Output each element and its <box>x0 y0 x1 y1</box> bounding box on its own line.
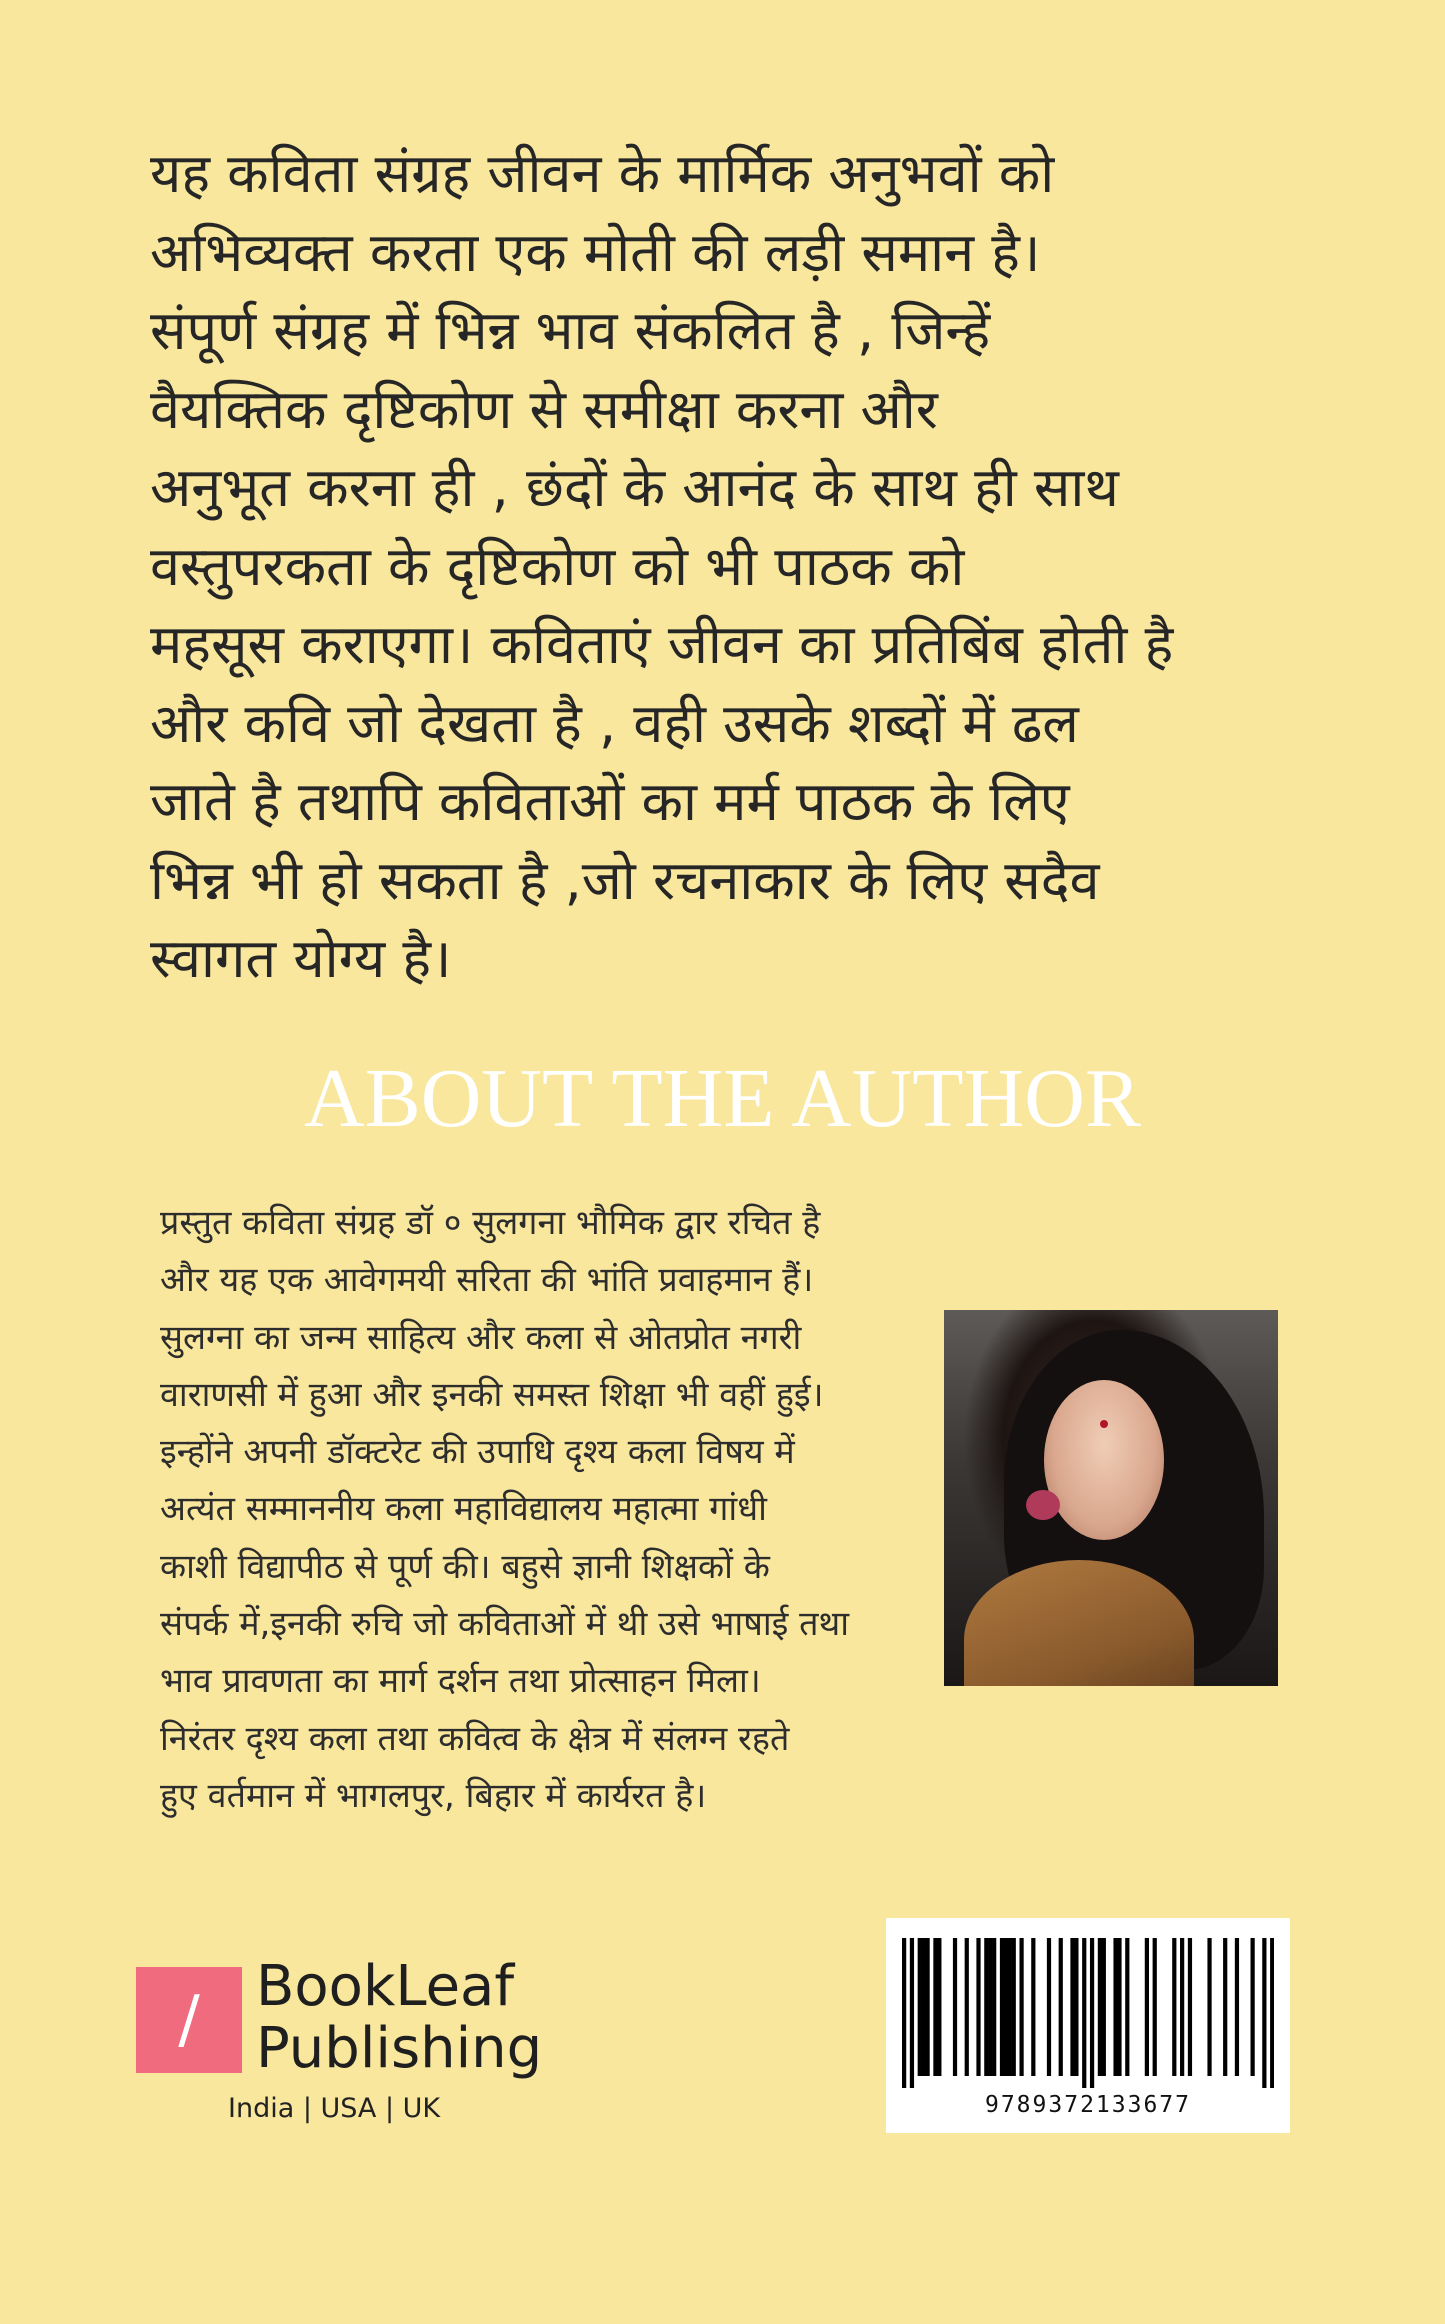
blurb-line: संपूर्ण संग्रह में भिन्न भाव संकलित है , जिन्हें <box>150 299 991 362</box>
bio-line: संपर्क में,इनकी रुचि जो कविताओं में थी उसे भाषाई तथा <box>160 1604 850 1645</box>
barcode-bar <box>1098 1938 1102 2076</box>
blurb-line: यह कविता संग्रह जीवन के मार्मिक अनुभवों को <box>150 142 1055 205</box>
blurb-line: वैयक्तिक दृष्टिकोण से समीक्षा करना और <box>150 377 938 441</box>
about-the-author-heading: ABOUT THE AUTHOR <box>304 1052 1141 1145</box>
publisher-name-line2: Publishing <box>256 2016 543 2081</box>
barcode-bar <box>1153 1938 1157 2076</box>
blurb-line: अनुभूत करना ही , छंदों के आनंद के साथ ही साथ <box>150 456 1119 519</box>
barcode-bar <box>925 1938 929 2076</box>
bio-line: अत्यंत सम्माननीय कला महाविद्यालय महात्मा गांधी <box>160 1489 767 1530</box>
barcode-bar <box>902 1938 906 2088</box>
barcode-bar <box>1090 1938 1094 2088</box>
barcode-bar <box>918 1938 922 2076</box>
blurb-line: स्वागत योग्य है। <box>150 927 452 990</box>
bio-line: भाव प्रावणता का मार्ग दर्शन तथा प्रोत्साहन मिला। <box>160 1661 761 1702</box>
bio-line: निरंतर दृश्य कला तथा कवित्व के क्षेत्र में संलग्न रहते <box>160 1718 790 1759</box>
barcode-bar <box>1031 1938 1035 2076</box>
barcode-bar <box>1082 1938 1086 2088</box>
author-photo <box>944 1310 1278 1686</box>
photo-face <box>1044 1380 1164 1540</box>
bio-line: काशी विद्यापीठ से पूर्ण की। बहुसे ज्ञानी शिक्षकों के <box>160 1546 770 1587</box>
blurb-line: महसूस कराएगा। कविताएं जीवन का प्रतिबिंब होती है <box>150 613 1174 676</box>
barcode-bar <box>1251 1938 1255 2076</box>
barcode-bar <box>976 1938 980 2076</box>
bio-line: सुलग्ना का जन्म साहित्य और कला से ओतप्रोत नगरी <box>160 1317 802 1358</box>
barcode-bars <box>902 1938 1274 2088</box>
barcode-bar <box>933 1938 937 2076</box>
barcode-bar <box>1207 1938 1211 2076</box>
barcode-bar <box>1145 1938 1149 2076</box>
blurb-line: भिन्न भी हो सकता है ,जो रचनाकार के लिए सदैव <box>150 848 1100 912</box>
barcode-bar <box>1019 1938 1023 2076</box>
barcode-bar <box>1223 1938 1227 2076</box>
barcode-bar <box>1270 1938 1274 2088</box>
publisher-name-line1: BookLeaf <box>256 1954 515 2019</box>
barcode-bar <box>1262 1938 1266 2088</box>
publisher-regions: India | USA | UK <box>228 2093 441 2124</box>
blurb-line: अभिव्यक्त करता एक मोती की लड़ी समान है। <box>150 220 1041 284</box>
logo-slash-icon: / <box>178 1983 200 2057</box>
photo-bindi <box>1100 1420 1108 1428</box>
barcode-bar <box>1235 1938 1239 2076</box>
barcode-bar <box>1117 1938 1121 2076</box>
barcode-bar <box>1125 1938 1129 2076</box>
barcode-bar <box>1000 1938 1004 2076</box>
blurb-line: वस्तुपरकता के दृष्टिकोण को भी पाठक को <box>150 534 965 598</box>
bio-line: प्रस्तुत कविता संग्रह डॉ ० सुलगना भौमिक द्वार रचित है <box>160 1203 821 1243</box>
publisher-name <box>256 1956 542 2080</box>
blurb-text <box>150 135 1350 999</box>
isbn-barcode <box>886 1918 1290 2133</box>
barcode-bar <box>1074 1938 1078 2076</box>
barcode-bar <box>984 1938 988 2076</box>
barcode-bar <box>1180 1938 1184 2076</box>
barcode-bar <box>1008 1938 1012 2076</box>
bio-line: इन्होंने अपनी डॉक्टरेट की उपाधि दृश्य कला विषय में <box>160 1432 795 1473</box>
author-bio <box>160 1195 920 1825</box>
blurb-line: और कवि जो देखता है , वही उसके शब्दों में ढल <box>150 691 1079 755</box>
bio-line: और यह एक आवेगमयी सरिता की भांति प्रवाहमान हैं। <box>160 1260 814 1301</box>
isbn-number: 9789372133677 <box>984 2092 1191 2118</box>
barcode-bar <box>988 1938 992 2076</box>
barcode-bar <box>1059 1938 1063 2076</box>
barcode-bar <box>1047 1938 1051 2076</box>
barcode-bar <box>992 1938 996 2076</box>
barcode-bar <box>922 1938 926 2076</box>
barcode-bar <box>1012 1938 1016 2076</box>
barcode-bar <box>1070 1938 1074 2076</box>
barcode-bar <box>1172 1938 1176 2076</box>
barcode-bar <box>965 1938 969 2076</box>
publisher-logo-mark <box>136 1967 242 2073</box>
barcode-bar <box>1004 1938 1008 2076</box>
barcode-bar <box>1113 1938 1117 2076</box>
bio-line: वाराणसी में हुआ और इनकी समस्त शिक्षा भी वहीं हुई। <box>160 1374 824 1415</box>
barcode-bar <box>953 1938 957 2076</box>
blurb-line: जाते है तथापि कविताओं का मर्म पाठक के लिए <box>150 770 1070 833</box>
bio-line: हुए वर्तमान में भागलपुर, बिहार में कार्यरत है। <box>160 1775 707 1816</box>
barcode-bar <box>1102 1938 1106 2076</box>
barcode-bar <box>910 1938 914 2088</box>
photo-earring <box>1026 1490 1060 1520</box>
barcode-bar <box>1188 1938 1192 2076</box>
barcode-bar <box>937 1938 941 2076</box>
